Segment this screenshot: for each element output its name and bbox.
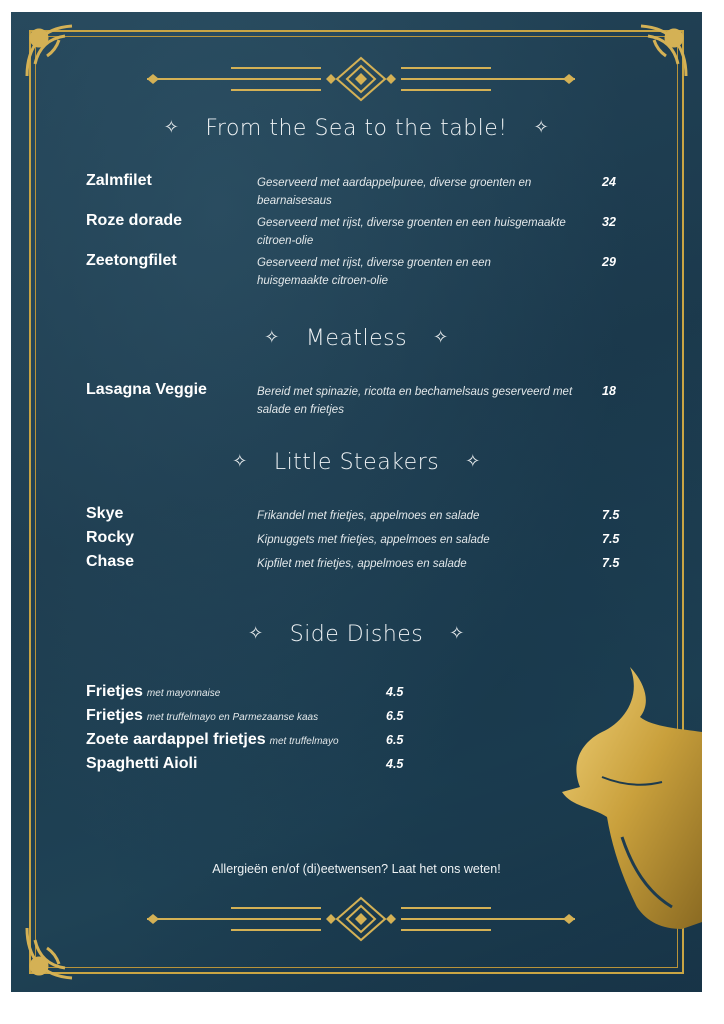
side-dish-name: Zoete aardappel frietjes	[86, 731, 266, 748]
corner-ornament-top-right	[626, 16, 696, 86]
dish-name: Skye	[86, 505, 124, 522]
bull-head-icon	[562, 667, 702, 937]
dish-description: Geserveerd met rijst, diverse groenten en een huisgemaakte citroen-olie	[257, 257, 491, 287]
side-dish-item	[86, 731, 339, 749]
side-dish-price: 6.5	[386, 733, 404, 747]
dish-price: 24	[602, 175, 616, 189]
dish-description: Frikandel met frietjes, appelmoes en salade	[257, 510, 480, 522]
dish-price: 18	[602, 384, 616, 398]
sparkle-icon: ✧	[533, 117, 550, 138]
side-dish-price: 4.5	[386, 757, 404, 771]
dish-price: 32	[602, 215, 616, 229]
section-title-sea: ✧ From the Sea to the table! ✧	[163, 116, 550, 141]
corner-ornament-bottom-left	[17, 918, 87, 988]
dish-price: 7.5	[602, 532, 620, 546]
sparkle-icon: ✧	[163, 117, 180, 138]
allergy-notice: Allergieën en/of (di)eetwensen? Laat het ons weten!	[212, 862, 501, 876]
side-dish-name: Spaghetti Aioli	[86, 755, 198, 772]
side-dish-note: met truffelmayo	[269, 736, 339, 747]
dish-description: Kipfilet met frietjes, appelmoes en salade	[257, 558, 467, 570]
side-dish-note: met truffelmayo en Parmezaanse kaas	[146, 712, 319, 723]
dish-name: Lasagna Veggie	[86, 381, 207, 398]
side-dish-name: Frietjes	[86, 707, 143, 724]
top-divider-ornament	[141, 56, 581, 102]
menu-page	[11, 12, 702, 992]
side-dish-item	[86, 683, 220, 701]
sparkle-icon: ✧	[465, 451, 481, 472]
sparkle-icon: ✧	[449, 623, 465, 644]
dish-name: Rocky	[86, 529, 135, 546]
bottom-divider-ornament	[141, 896, 581, 942]
section-title-side-dishes: ✧ Side Dishes ✧	[248, 622, 465, 647]
dish-name: Roze dorade	[86, 212, 183, 229]
dish-price: 29	[602, 255, 616, 269]
dish-price: 7.5	[602, 508, 620, 522]
dish-price: 7.5	[602, 556, 620, 570]
side-dish-price: 6.5	[386, 709, 404, 723]
side-dish-note: met mayonnaise	[146, 688, 221, 699]
corner-ornament-top-left	[17, 16, 87, 86]
sparkle-icon: ✧	[264, 327, 280, 348]
dish-name: Zalmfilet	[86, 172, 152, 189]
sparkle-icon: ✧	[433, 327, 449, 348]
dish-description: Kipnuggets met frietjes, appelmoes en salade	[257, 534, 490, 546]
side-dish-price: 4.5	[386, 685, 404, 699]
sparkle-icon: ✧	[232, 451, 248, 472]
dish-description: Bereid met spinazie, ricotta en bechamelsaus geserveerd met salade en frietjes	[257, 386, 573, 416]
side-dish-item	[86, 707, 318, 725]
sparkle-icon: ✧	[248, 623, 264, 644]
section-title-meatless: ✧ Meatless ✧	[264, 326, 449, 351]
dish-description: Geserveerd met rijst, diverse groenten en een huisgemaakte citroen-olie	[257, 217, 566, 247]
dish-name: Zeetongfilet	[86, 252, 177, 269]
dish-name: Chase	[86, 553, 135, 570]
side-dish-item	[86, 755, 197, 773]
side-dish-name: Frietjes	[86, 683, 143, 700]
dish-description: Geserveerd met aardappelpuree, diverse groenten en bearnaisesaus	[257, 177, 532, 207]
section-title-little-steakers: ✧ Little Steakers ✧	[232, 450, 481, 475]
